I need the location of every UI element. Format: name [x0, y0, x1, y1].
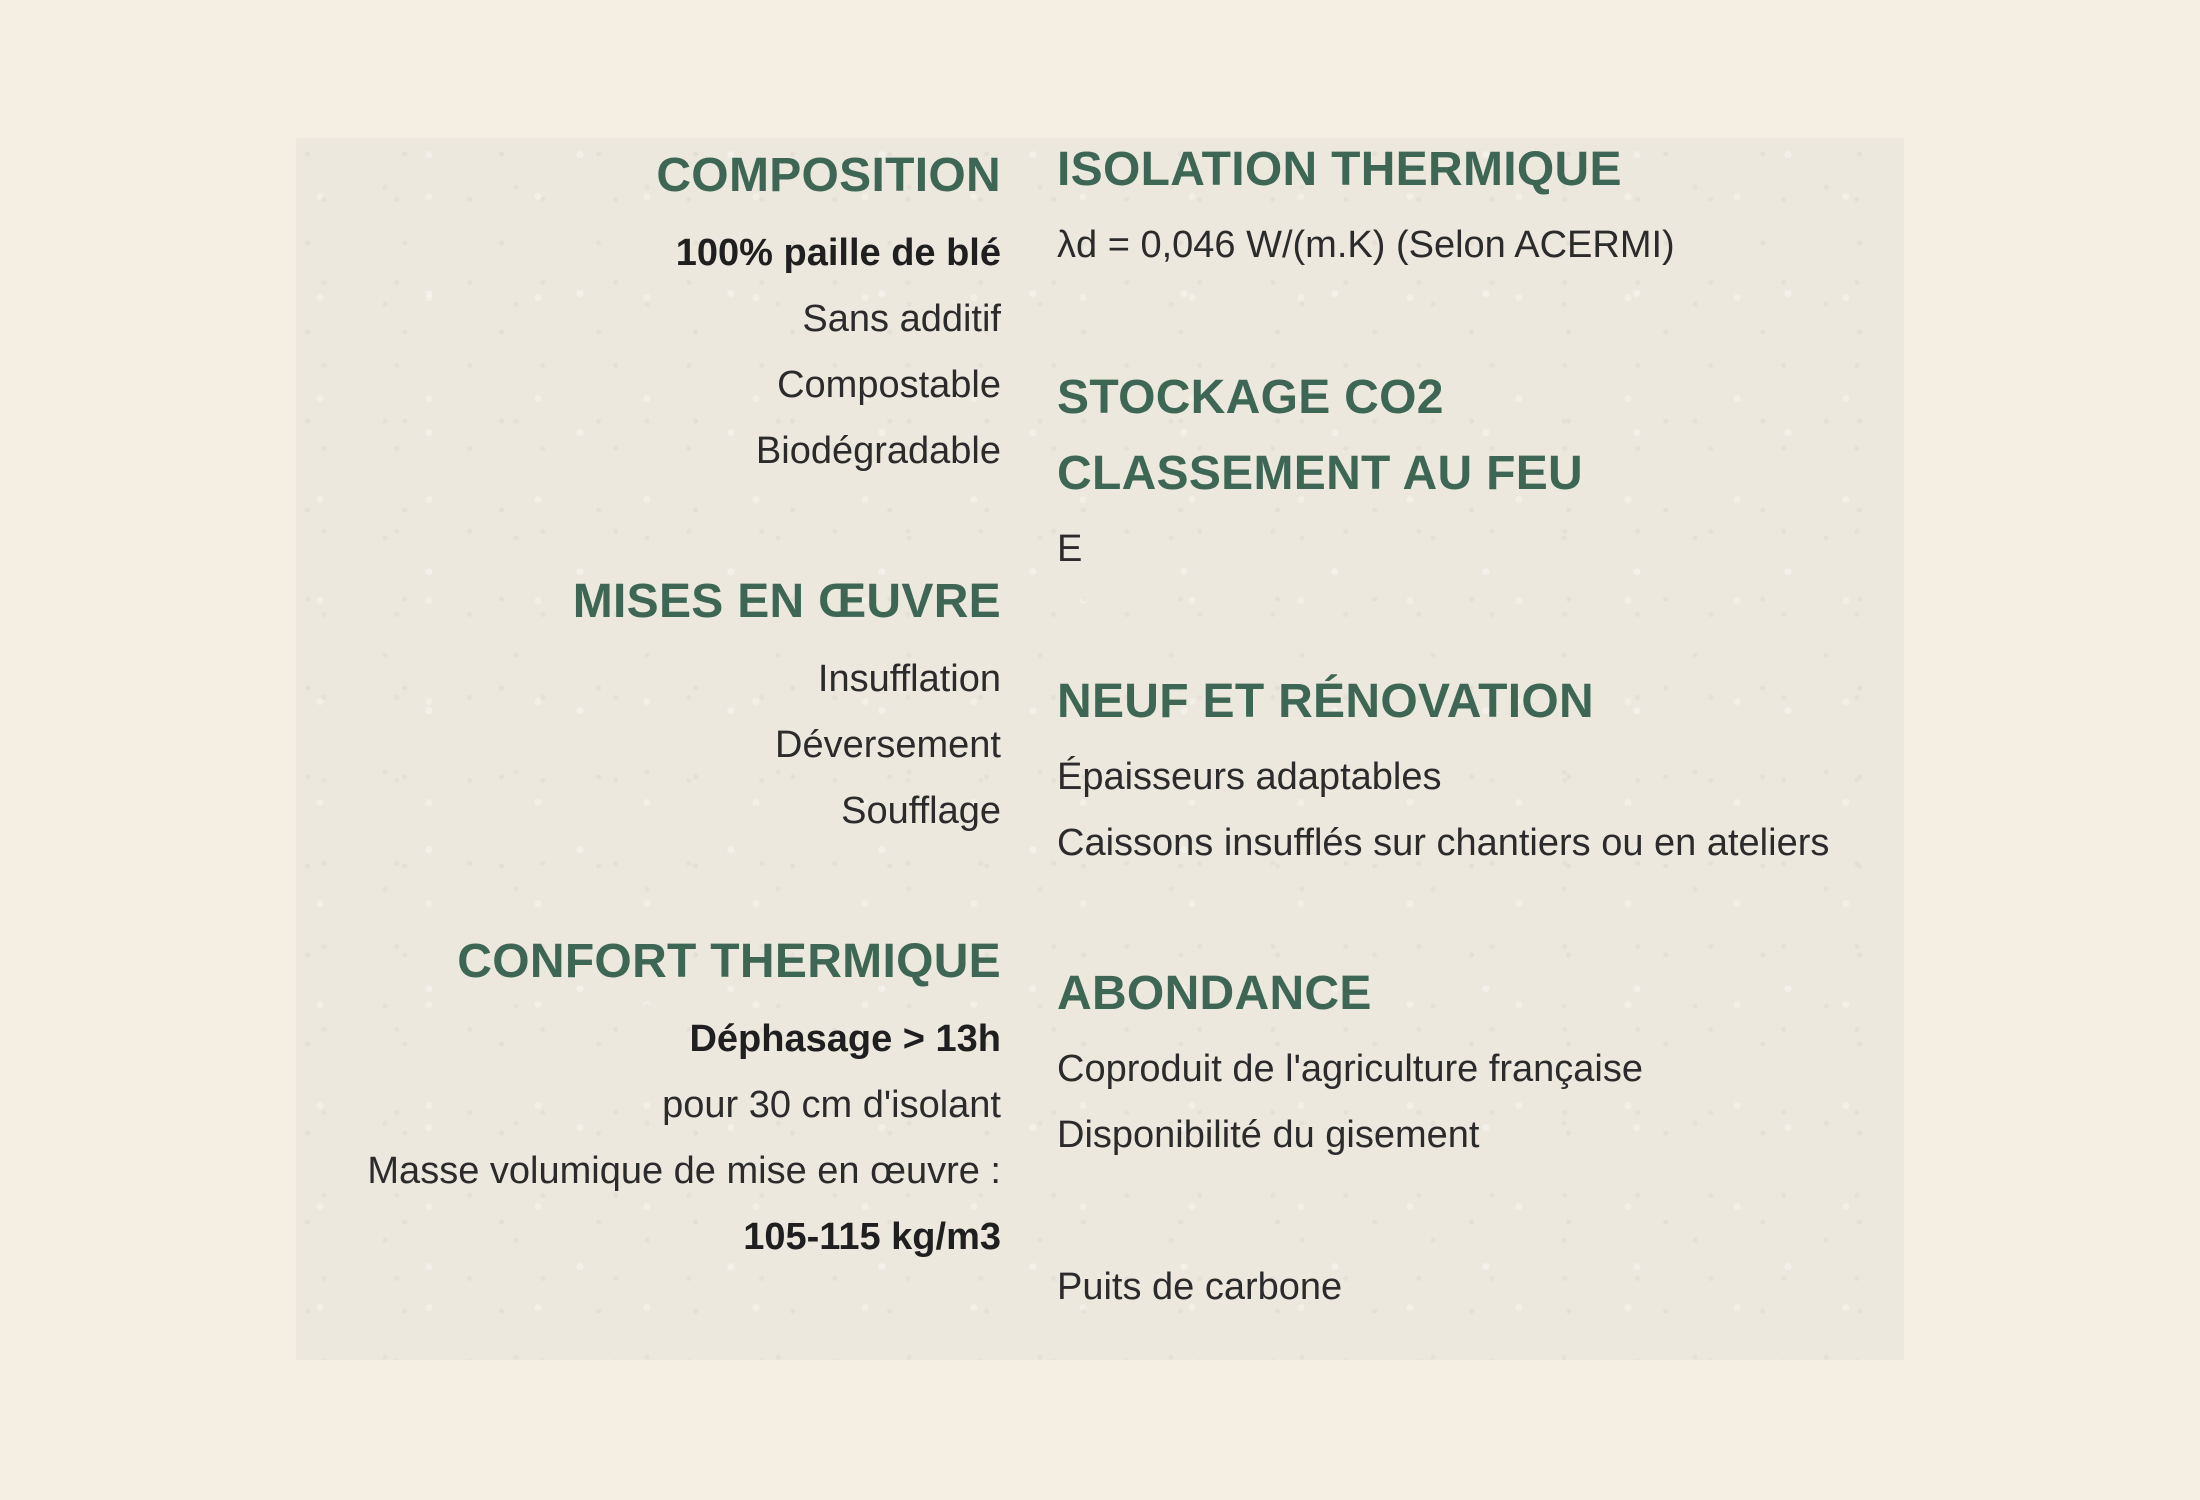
isolation-thermique-heading: ISOLATION THERMIQUE	[1057, 143, 1622, 196]
confort-thermique-line-1: Déphasage > 13h	[689, 1018, 1001, 1060]
mises-en-oeuvre-line-1: Insufflation	[817, 658, 1001, 700]
abondance-line-1: Coproduit de l'agriculture française	[1057, 1048, 1644, 1090]
stockage-co2-heading: STOCKAGE CO2	[1057, 371, 1444, 424]
puits-de-carbone-line: Puits de carbone	[1057, 1266, 1343, 1308]
confort-thermique-line-3: Masse volumique de mise en œuvre :	[367, 1150, 1001, 1192]
isolation-thermique-line-1: λd = 0,046 W/(m.K) (Selon ACERMI)	[1057, 224, 1675, 266]
confort-thermique-line-4: 105-115 kg/m3	[743, 1216, 1001, 1258]
composition-line-2: Sans additif	[802, 298, 1001, 340]
neuf-et-renovation-heading: NEUF ET RÉNOVATION	[1057, 675, 1594, 728]
spec-panel	[296, 138, 1904, 1360]
neuf-et-renovation-line-2: Caissons insufflés sur chantiers ou en ateliers	[1057, 822, 1830, 864]
mises-en-oeuvre-line-3: Soufflage	[841, 790, 1001, 832]
mises-en-oeuvre-line-2: Déversement	[775, 724, 1001, 766]
classement-au-feu-line-1: E	[1057, 528, 1083, 570]
neuf-et-renovation-line-1: Épaisseurs adaptables	[1057, 756, 1442, 798]
confort-thermique-line-2: pour 30 cm d'isolant	[662, 1084, 1001, 1126]
composition-line-3: Compostable	[777, 364, 1001, 406]
abondance-line-2: Disponibilité du gisement	[1057, 1114, 1480, 1156]
composition-heading: COMPOSITION	[656, 149, 1001, 202]
mises-en-oeuvre-heading: MISES EN ŒUVRE	[572, 575, 1001, 628]
abondance-heading: ABONDANCE	[1057, 967, 1372, 1020]
confort-thermique-heading: CONFORT THERMIQUE	[457, 935, 1001, 988]
composition-line-4: Biodégradable	[755, 430, 1001, 472]
composition-line-1: 100% paille de blé	[675, 232, 1001, 274]
classement-au-feu-heading: CLASSEMENT AU FEU	[1057, 447, 1583, 500]
